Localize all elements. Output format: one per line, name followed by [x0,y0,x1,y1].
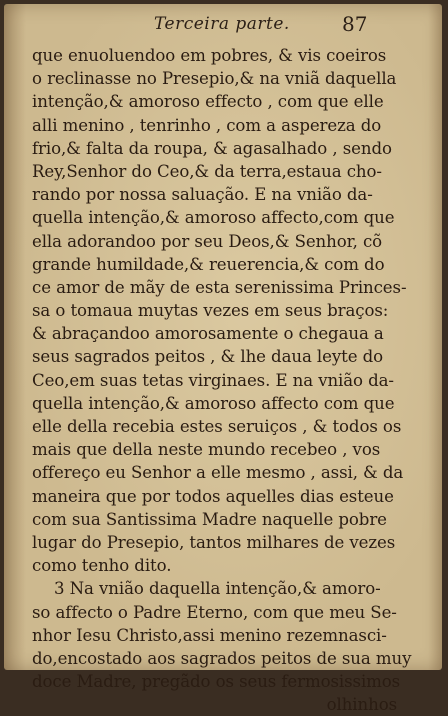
text-line: sa o tomaua muytas vezes em seus braços: [32,301,389,321]
text-line: Rey,Senhor do Ceo,& da terra,estaua cho- [32,161,382,181]
text-line: com sua Santissima Madre naquelle pobre [32,509,387,529]
text-line: o reclinasse no Presepio,& na vniã daquella [32,69,397,89]
text-line: nhor Iesu Christo,assi menino rezemnasci- [32,625,387,645]
page-header [4,14,442,38]
text-line: seus sagrados peitos , & lhe daua leyte do [32,347,384,367]
body-text [32,44,412,716]
text-line: doce Madre, pregãdo os seus fermosissimos [32,672,401,692]
text-line: quella intenção,& amoroso affecto com que [32,393,395,413]
text-line: & abraçandoo amorosamente o chegaua a [32,324,384,344]
catchword: olhinhos [326,695,397,715]
text-line: mais que della neste mundo recebeo , vos [32,440,381,460]
text-line: do,encostado aos sagrados peitos de sua muy [32,648,412,668]
text-line: elle della recebia estes seruiços , & todos os [32,417,402,436]
text-line: ella adorandoo por seu Deos,& Senhor, cõ [32,231,383,251]
text-line: intenção,& amoroso effecto , com que elle [32,92,384,112]
paragraph-start-line: 3 Na vnião daquella intenção,& amoro- [54,579,381,599]
text-line: grande humildade,& reuerencia,& com do [32,254,385,274]
text-line: offereço eu Senhor a elle mesmo , assi, & da [32,463,404,483]
page-number: 87 [342,12,368,36]
text-line: rando por nossa saluação. E na vnião da- [32,185,373,205]
text-line: so affecto o Padre Eterno, com que meu Se- [32,602,397,622]
text-line: lugar do Presepio, tantos milhares de vezes [32,532,396,552]
running-head: Terceira parte. [154,14,290,34]
text-line: que enuoluendoo em pobres, & vis coeiros [32,46,387,65]
text-line: como tenho dito. [32,556,172,576]
text-line: Ceo,em suas tetas virginaes. E na vnião da- [32,370,394,390]
book-page [4,4,442,715]
text-line: quella intenção,& amoroso affecto,com que [32,208,395,228]
text-line: frio,& falta da roupa, & agasalhado , sendo [32,138,392,158]
text-line: ce amor de mãy de esta serenissima Princes- [32,277,407,297]
text-line: maneira que por todos aquelles dias esteue [32,486,394,506]
text-line: alli menino , tenrinho , com a aspereza do [32,115,382,135]
